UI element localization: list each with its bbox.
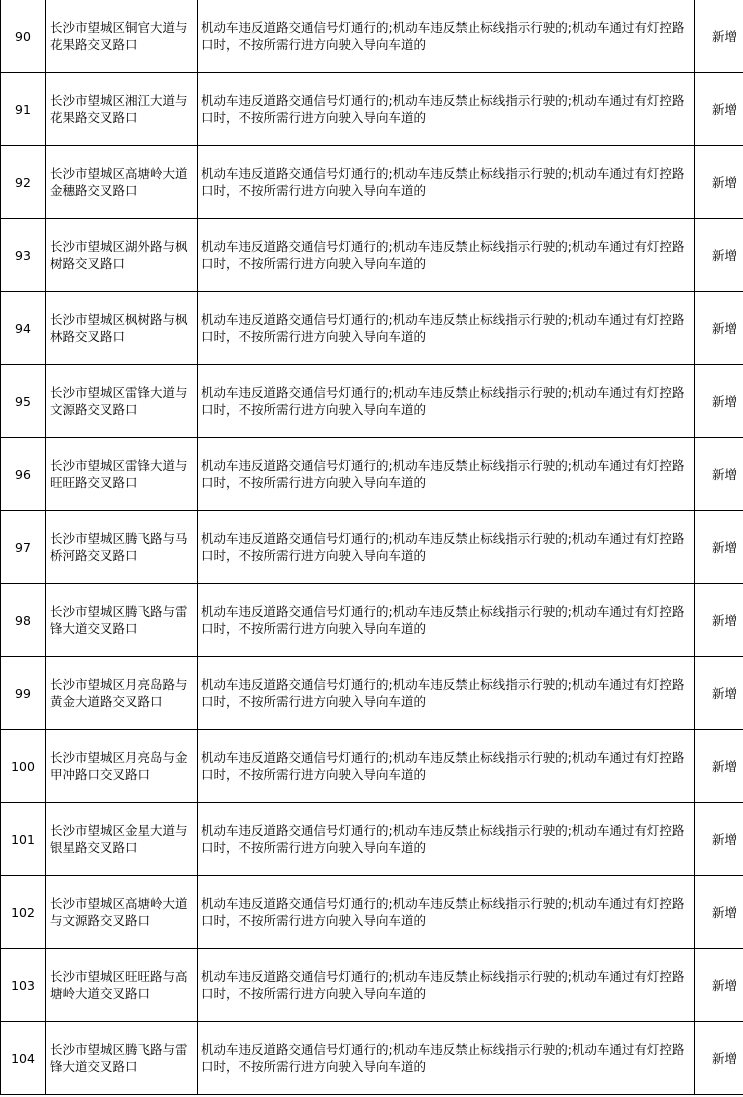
location-cell bbox=[46, 219, 198, 292]
table-body bbox=[1, 0, 743, 1095]
table-row bbox=[1, 584, 743, 657]
violation-text: 机动车违反道路交通信号灯通行的;机动车违反禁止标线指示行驶的;机动车通过有灯控路口时，不按所需行进方向驶入导向车道的 bbox=[201, 604, 685, 636]
row-number: 103 bbox=[11, 977, 35, 993]
row-number-cell bbox=[1, 438, 46, 511]
status-cell bbox=[695, 949, 743, 1022]
violation-cell bbox=[198, 146, 695, 219]
row-number: 100 bbox=[11, 758, 35, 774]
row-number-cell bbox=[1, 511, 46, 584]
row-number: 96 bbox=[15, 466, 31, 482]
row-number-cell bbox=[1, 1022, 46, 1095]
violation-text: 机动车违反道路交通信号灯通行的;机动车违反禁止标线指示行驶的;机动车通过有灯控路口时，不按所需行进方向驶入导向车道的 bbox=[201, 531, 685, 563]
row-number-cell bbox=[1, 876, 46, 949]
table-row bbox=[1, 1022, 743, 1095]
location-text: 长沙市望城区月亮岛与金甲冲路口交叉路口 bbox=[50, 750, 188, 782]
status-cell bbox=[695, 219, 743, 292]
location-text: 长沙市望城区腾飞路与雷锋大道交叉路口 bbox=[50, 1042, 188, 1074]
status-cell bbox=[695, 365, 743, 438]
violation-cell bbox=[198, 876, 695, 949]
status-cell bbox=[695, 1022, 743, 1095]
status-text: 新增 bbox=[711, 612, 737, 628]
table-row bbox=[1, 949, 743, 1022]
row-number: 91 bbox=[15, 101, 31, 117]
violation-cell bbox=[198, 292, 695, 365]
location-cell bbox=[46, 292, 198, 365]
table-row bbox=[1, 146, 743, 219]
table-row bbox=[1, 0, 743, 73]
row-number: 90 bbox=[15, 28, 31, 44]
table-row bbox=[1, 803, 743, 876]
violation-cell bbox=[198, 657, 695, 730]
status-cell bbox=[695, 803, 743, 876]
location-text: 长沙市望城区旺旺路与高塘岭大道交叉路口 bbox=[50, 969, 188, 1001]
status-text: 新增 bbox=[711, 904, 737, 920]
status-text: 新增 bbox=[711, 247, 737, 263]
row-number: 104 bbox=[11, 1050, 35, 1066]
violation-text: 机动车违反道路交通信号灯通行的;机动车违反禁止标线指示行驶的;机动车通过有灯控路口时，不按所需行进方向驶入导向车道的 bbox=[201, 239, 685, 271]
location-text: 长沙市望城区湖外路与枫树路交叉路口 bbox=[50, 239, 188, 271]
violation-text: 机动车违反道路交通信号灯通行的;机动车违反禁止标线指示行驶的;机动车通过有灯控路口时，不按所需行进方向驶入导向车道的 bbox=[201, 312, 685, 344]
location-cell bbox=[46, 1022, 198, 1095]
location-text: 长沙市望城区高塘岭大道金穗路交叉路口 bbox=[50, 166, 188, 198]
row-number-cell bbox=[1, 584, 46, 657]
violation-cell bbox=[198, 365, 695, 438]
violation-text: 机动车违反道路交通信号灯通行的;机动车违反禁止标线指示行驶的;机动车通过有灯控路口时，不按所需行进方向驶入导向车道的 bbox=[201, 823, 685, 855]
violation-text: 机动车违反道路交通信号灯通行的;机动车违反禁止标线指示行驶的;机动车通过有灯控路口时，不按所需行进方向驶入导向车道的 bbox=[201, 750, 685, 782]
violation-text: 机动车违反道路交通信号灯通行的;机动车违反禁止标线指示行驶的;机动车通过有灯控路口时，不按所需行进方向驶入导向车道的 bbox=[201, 93, 685, 125]
violation-text: 机动车违反道路交通信号灯通行的;机动车违反禁止标线指示行驶的;机动车通过有灯控路口时，不按所需行进方向驶入导向车道的 bbox=[201, 969, 685, 1001]
status-cell bbox=[695, 0, 743, 73]
violation-cell bbox=[198, 730, 695, 803]
status-text: 新增 bbox=[711, 685, 737, 701]
location-cell bbox=[46, 438, 198, 511]
status-text: 新增 bbox=[711, 1050, 737, 1066]
location-cell bbox=[46, 876, 198, 949]
location-cell bbox=[46, 730, 198, 803]
status-cell bbox=[695, 146, 743, 219]
status-text: 新增 bbox=[711, 831, 737, 847]
location-text: 长沙市望城区雷锋大道与文源路交叉路口 bbox=[50, 385, 188, 417]
status-cell bbox=[695, 438, 743, 511]
status-text: 新增 bbox=[711, 320, 737, 336]
row-number-cell bbox=[1, 803, 46, 876]
location-cell bbox=[46, 73, 198, 146]
row-number: 97 bbox=[15, 539, 31, 555]
status-cell bbox=[695, 292, 743, 365]
location-cell bbox=[46, 657, 198, 730]
table-row bbox=[1, 657, 743, 730]
status-text: 新增 bbox=[711, 977, 737, 993]
violation-cell bbox=[198, 511, 695, 584]
violation-text: 机动车违反道路交通信号灯通行的;机动车违反禁止标线指示行驶的;机动车通过有灯控路口时，不按所需行进方向驶入导向车道的 bbox=[201, 20, 685, 52]
violation-text: 机动车违反道路交通信号灯通行的;机动车违反禁止标线指示行驶的;机动车通过有灯控路口时，不按所需行进方向驶入导向车道的 bbox=[201, 385, 685, 417]
violation-cell bbox=[198, 219, 695, 292]
row-number: 101 bbox=[11, 831, 35, 847]
location-cell bbox=[46, 365, 198, 438]
location-text: 长沙市望城区金星大道与银星路交叉路口 bbox=[50, 823, 188, 855]
row-number-cell bbox=[1, 0, 46, 73]
table-row bbox=[1, 511, 743, 584]
location-cell bbox=[46, 0, 198, 73]
row-number-cell bbox=[1, 365, 46, 438]
row-number: 94 bbox=[15, 320, 31, 336]
status-text: 新增 bbox=[711, 101, 737, 117]
violation-text: 机动车违反道路交通信号灯通行的;机动车违反禁止标线指示行驶的;机动车通过有灯控路口时，不按所需行进方向驶入导向车道的 bbox=[201, 896, 685, 928]
violation-cell bbox=[198, 1022, 695, 1095]
table-row bbox=[1, 73, 743, 146]
row-number-cell bbox=[1, 219, 46, 292]
table-row bbox=[1, 438, 743, 511]
status-cell bbox=[695, 730, 743, 803]
status-cell bbox=[695, 511, 743, 584]
status-text: 新增 bbox=[711, 758, 737, 774]
location-text: 长沙市望城区雷锋大道与旺旺路交叉路口 bbox=[50, 458, 188, 490]
row-number-cell bbox=[1, 949, 46, 1022]
location-text: 长沙市望城区月亮岛路与黄金大道路交叉路口 bbox=[50, 677, 188, 709]
violation-text: 机动车违反道路交通信号灯通行的;机动车违反禁止标线指示行驶的;机动车通过有灯控路口时，不按所需行进方向驶入导向车道的 bbox=[201, 166, 685, 198]
row-number-cell bbox=[1, 657, 46, 730]
violation-cell bbox=[198, 803, 695, 876]
table-row bbox=[1, 219, 743, 292]
violation-text: 机动车违反道路交通信号灯通行的;机动车违反禁止标线指示行驶的;机动车通过有灯控路口时，不按所需行进方向驶入导向车道的 bbox=[201, 458, 685, 490]
status-cell bbox=[695, 584, 743, 657]
row-number: 98 bbox=[15, 612, 31, 628]
row-number-cell bbox=[1, 73, 46, 146]
location-text: 长沙市望城区高塘岭大道与文源路交叉路口 bbox=[50, 896, 188, 928]
status-text: 新增 bbox=[711, 174, 737, 190]
status-text: 新增 bbox=[711, 466, 737, 482]
location-text: 长沙市望城区腾飞路与雷锋大道交叉路口 bbox=[50, 604, 188, 636]
row-number: 92 bbox=[15, 174, 31, 190]
status-cell bbox=[695, 657, 743, 730]
violation-cell bbox=[198, 949, 695, 1022]
location-cell bbox=[46, 584, 198, 657]
location-cell bbox=[46, 803, 198, 876]
row-number-cell bbox=[1, 292, 46, 365]
row-number-cell bbox=[1, 730, 46, 803]
status-text: 新增 bbox=[711, 539, 737, 555]
violation-cell bbox=[198, 73, 695, 146]
row-number: 102 bbox=[11, 904, 35, 920]
location-text: 长沙市望城区枫树路与枫林路交叉路口 bbox=[50, 312, 188, 344]
row-number: 93 bbox=[15, 247, 31, 263]
row-number: 99 bbox=[15, 685, 31, 701]
violation-cell bbox=[198, 438, 695, 511]
location-cell bbox=[46, 146, 198, 219]
violation-cell bbox=[198, 0, 695, 73]
status-text: 新增 bbox=[711, 393, 737, 409]
location-cell bbox=[46, 511, 198, 584]
violation-text: 机动车违反道路交通信号灯通行的;机动车违反禁止标线指示行驶的;机动车通过有灯控路口时，不按所需行进方向驶入导向车道的 bbox=[201, 1042, 685, 1074]
status-text: 新增 bbox=[711, 28, 737, 44]
table-row bbox=[1, 365, 743, 438]
row-number-cell bbox=[1, 146, 46, 219]
violation-text: 机动车违反道路交通信号灯通行的;机动车违反禁止标线指示行驶的;机动车通过有灯控路口时，不按所需行进方向驶入导向车道的 bbox=[201, 677, 685, 709]
row-number: 95 bbox=[15, 393, 31, 409]
table-row bbox=[1, 730, 743, 803]
location-text: 长沙市望城区铜官大道与花果路交叉路口 bbox=[50, 20, 188, 52]
table-row bbox=[1, 292, 743, 365]
location-text: 长沙市望城区湘江大道与花果路交叉路口 bbox=[50, 93, 188, 125]
violation-cell bbox=[198, 584, 695, 657]
status-cell bbox=[695, 73, 743, 146]
status-cell bbox=[695, 876, 743, 949]
location-cell bbox=[46, 949, 198, 1022]
location-text: 长沙市望城区腾飞路与马桥河路交叉路口 bbox=[50, 531, 188, 563]
table-row bbox=[1, 876, 743, 949]
